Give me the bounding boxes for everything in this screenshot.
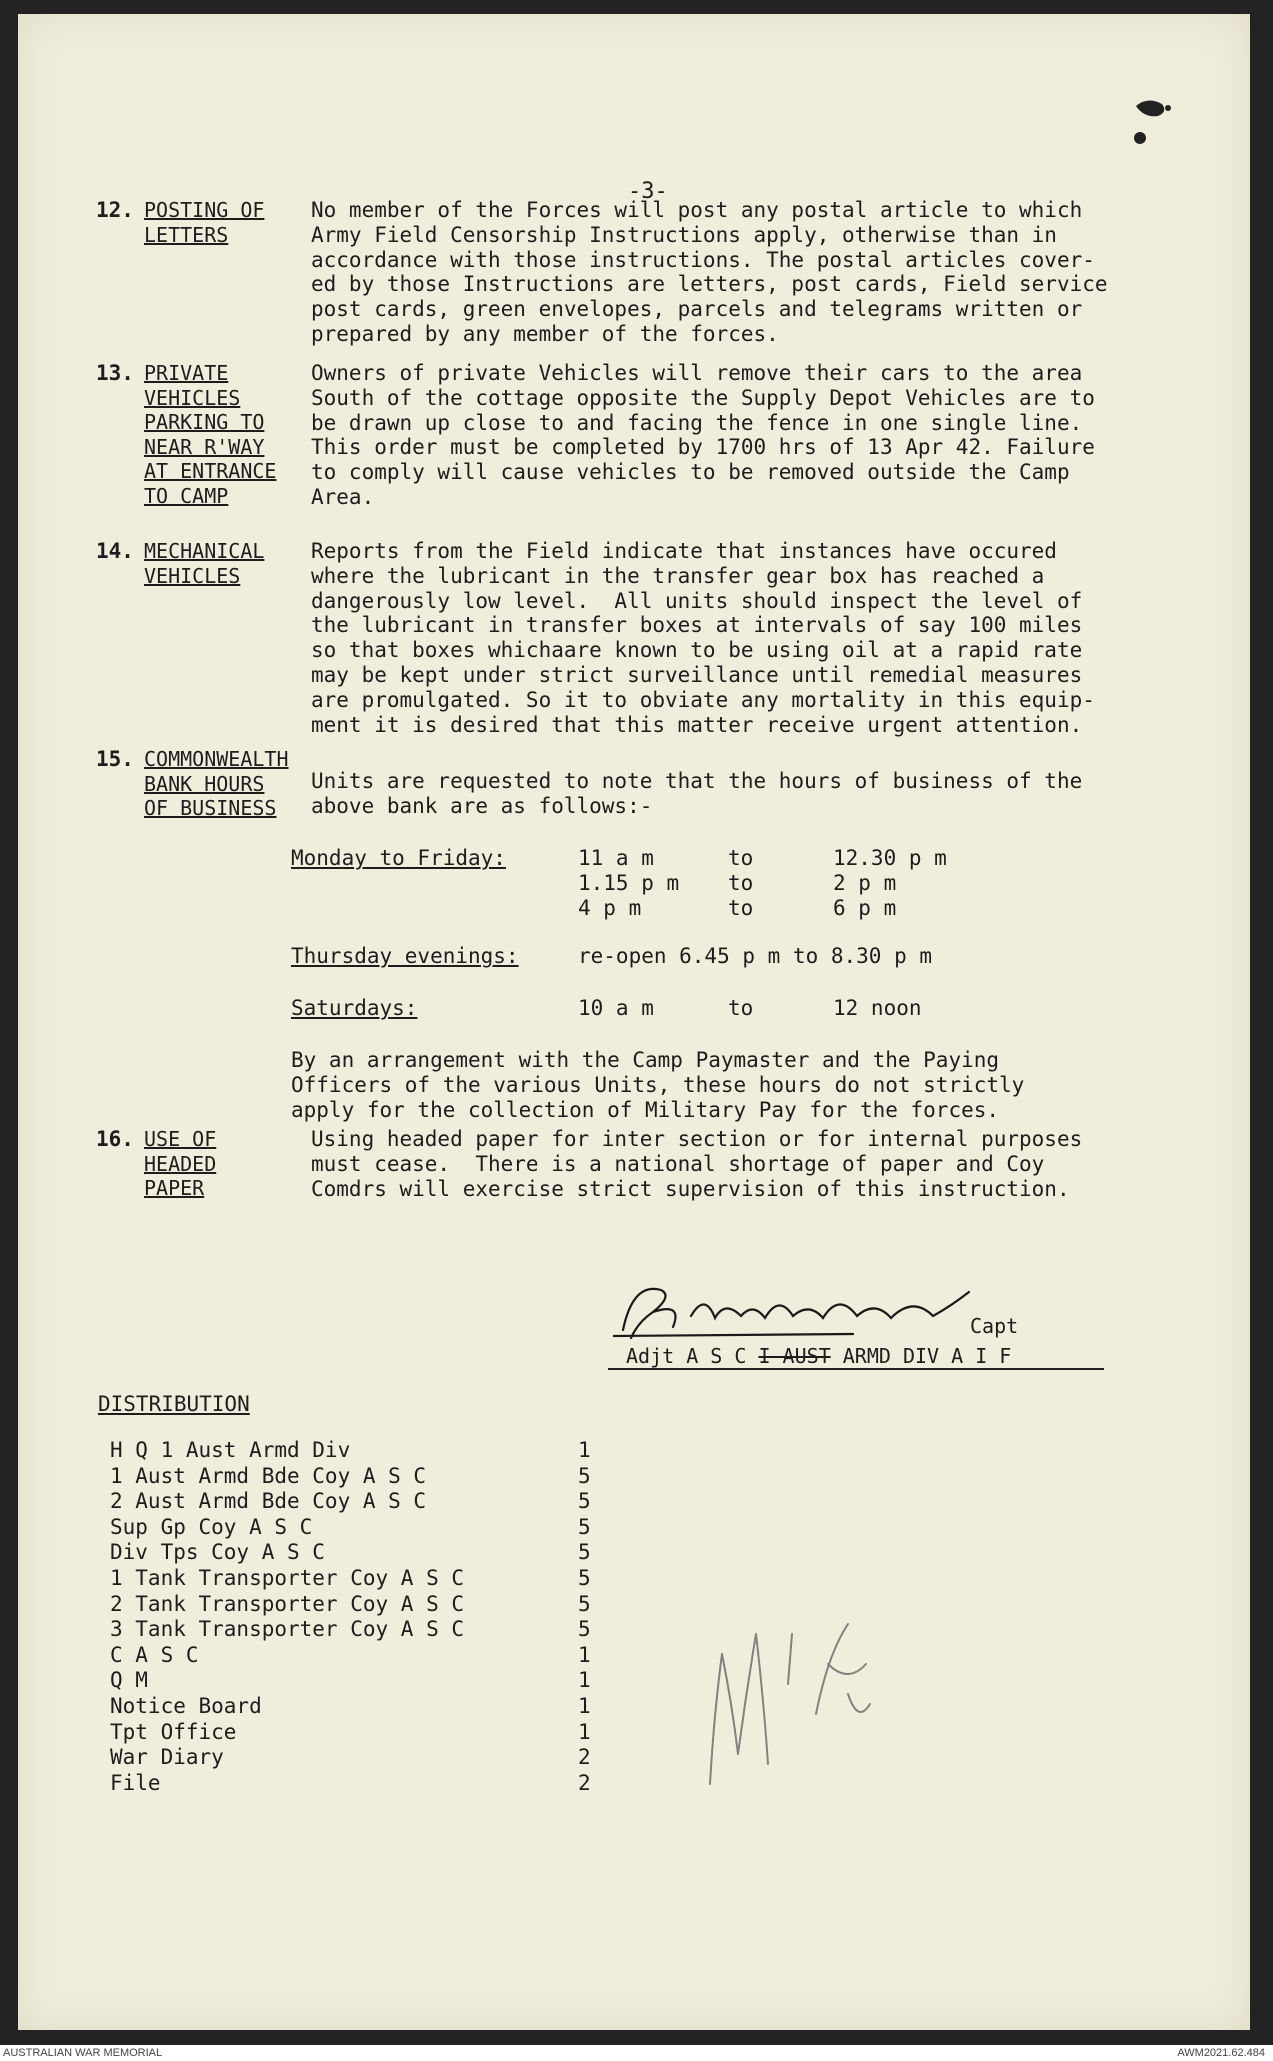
distribution-unit: War Diary <box>110 1745 224 1770</box>
section-heading <box>144 1127 306 1201</box>
heading-line: BANK HOURS <box>144 771 265 796</box>
section-heading <box>144 539 306 588</box>
hours-from: 4 p m <box>578 896 642 920</box>
hours-from: 10 a m <box>578 996 654 1020</box>
distribution-unit: 3 Tank Transporter Coy A S C <box>110 1617 465 1642</box>
section-number: 12. <box>96 198 134 222</box>
hours-to: 6 p m <box>833 896 897 920</box>
heading-line: NEAR R'WAY <box>144 434 265 459</box>
signature-title <box>626 1344 1011 1368</box>
archive-footer <box>0 2045 1273 2061</box>
document-page <box>18 14 1250 2030</box>
hours-sep: to <box>728 896 754 920</box>
distribution-unit: 2 Aust Armd Bde Coy A S C <box>110 1489 427 1514</box>
hours-from: 11 a m <box>578 846 654 870</box>
distribution-unit: File <box>110 1770 161 1795</box>
signature-underline <box>608 1368 1104 1370</box>
section-body: Owners of private Vehicles will remove their cars to the area South of the cottage opposite the Supply Depot Vehicles are to be drawn up close to and facing the fence in one single line. This order must be completed by 1700 hrs of 13 Apr 42. Failure to comply will cause vehicles to be removed outside the Camp Area. <box>311 361 1095 509</box>
distribution-qty: 5 <box>578 1489 591 1514</box>
section-heading <box>144 198 306 247</box>
hours-to: 2 p m <box>833 871 897 895</box>
distribution-qty: 5 <box>578 1591 591 1616</box>
footer-left: AUSTRALIAN WAR MEMORIAL <box>3 2047 163 2059</box>
heading-line: VEHICLES <box>144 563 241 588</box>
section-number: 14. <box>96 539 134 563</box>
distribution-qty: 5 <box>578 1463 591 1488</box>
distribution-unit: Tpt Office <box>110 1719 237 1744</box>
distribution-qty: 1 <box>578 1668 591 1693</box>
distribution-unit: 1 Aust Armd Bde Coy A S C <box>110 1463 427 1488</box>
distribution-qty: 5 <box>578 1617 591 1642</box>
section-number: 15. <box>96 747 134 771</box>
heading-line: MECHANICAL <box>144 539 265 563</box>
section-body: Units are requested to note that the hours of business of the above bank are as follows:- <box>311 769 1083 818</box>
distribution-unit: C A S C <box>110 1642 199 1667</box>
hours-sep: to <box>728 871 754 895</box>
distribution-qty: 2 <box>578 1770 591 1795</box>
section-13 <box>96 361 1256 521</box>
distribution-qty: 2 <box>578 1745 591 1770</box>
section-heading <box>144 747 306 821</box>
page-number: -3- <box>628 179 668 204</box>
distribution-unit: Div Tps Coy A S C <box>110 1540 325 1565</box>
distribution-unit: 1 Tank Transporter Coy A S C <box>110 1566 465 1590</box>
section-number: 16. <box>96 1127 134 1151</box>
saturday-label: Saturdays: <box>291 996 418 1020</box>
section-12 <box>96 198 1256 358</box>
heading-line: COMMONWEALTH <box>144 747 289 771</box>
hours-to: 12 noon <box>833 996 922 1020</box>
distribution-qty: 5 <box>578 1514 591 1539</box>
title-text: Adjt A S C <box>626 1344 759 1368</box>
heading-line: LETTERS <box>144 222 229 247</box>
distribution-qty: 1 <box>578 1694 591 1718</box>
heading-line: TO CAMP <box>144 483 229 508</box>
section-15 <box>96 747 1256 827</box>
distribution-unit: Sup Gp Coy A S C <box>110 1514 313 1539</box>
section-body: Reports from the Field indicate that instances have occured where the lubricant in the transfer gear box has reached a dangerously low level. All units should inspect the level of the lubricant in transfer boxes at intervals of say 100 miles so that boxes whichaare known to be using oil at a rapid rate may be kept under strict surveillance until remedial measures are promulgated. So it to obviate any mortality in this equip- ment it is desired that this matter receive urgent attention. <box>311 539 1095 737</box>
bank-hours-note: By an arrangement with the Camp Paymaster and the Paying Officers of the various Units, these hours do not strictly apply for the collection of Military Pay for the forces. <box>291 1048 1025 1122</box>
heading-line: PRIVATE <box>144 361 229 385</box>
heading-line: USE OF <box>144 1127 217 1151</box>
ink-stain-mark <box>1128 94 1188 164</box>
distribution-unit: 2 Tank Transporter Coy A S C <box>110 1591 465 1616</box>
pencil-annotation <box>698 1594 878 1794</box>
distribution-qty: 1 <box>578 1719 591 1744</box>
signature-rank: Capt <box>970 1314 1019 1338</box>
distribution-unit: Q M <box>110 1668 148 1693</box>
thursday-value: re-open 6.45 p m to 8.30 p m <box>578 944 933 968</box>
heading-line: PAPER <box>144 1176 205 1200</box>
section-body: No member of the Forces will post any postal article to which Army Field Censorship Instructions apply, otherwise than in accordance with those instructions. The postal articles cover- ed by those Instructions are letters, post cards, Field service post cards, green envelopes, parcels and telegrams written or prepared by any member of the forces. <box>311 198 1108 346</box>
distribution-qty: 5 <box>578 1566 591 1590</box>
distribution-qty: 1 <box>578 1438 591 1462</box>
distribution-qty: 1 <box>578 1642 591 1667</box>
heading-line: OF BUSINESS <box>144 796 277 820</box>
handwritten-signature <box>613 1272 1053 1352</box>
distribution-qty: 5 <box>578 1540 591 1565</box>
section-body: Using headed paper for inter section or for internal purposes must cease. There is a national shortage of paper and Coy Comdrs will exercise strict supervision of this instruction. <box>311 1127 1083 1201</box>
heading-line: VEHICLES <box>144 385 241 410</box>
hours-sep: to <box>728 996 754 1020</box>
section-number: 13. <box>96 361 134 385</box>
section-16 <box>96 1127 1256 1207</box>
footer-right: AWM2021.62.484 <box>1177 2047 1265 2059</box>
section-14 <box>96 539 1256 749</box>
section-heading <box>144 361 306 508</box>
hours-to: 12.30 p m <box>833 846 947 870</box>
title-struck-text: I AUST <box>758 1344 831 1368</box>
distribution-title: DISTRIBUTION <box>98 1392 250 1416</box>
hours-sep: to <box>728 846 754 870</box>
pencil-annotation-text: M 1/2 <box>698 1594 702 1595</box>
thursday-label: Thursday evenings: <box>291 944 519 968</box>
heading-line: AT ENTRANCE <box>144 459 277 483</box>
distribution-unit: Notice Board <box>110 1694 262 1718</box>
heading-line: POSTING OF <box>144 198 265 222</box>
monday-label: Monday to Friday: <box>291 846 506 870</box>
heading-line: PARKING TO <box>144 410 265 434</box>
heading-line: HEADED <box>144 1151 217 1176</box>
title-text: ARMD DIV A I F <box>830 1344 1012 1368</box>
distribution-unit: H Q 1 Aust Armd Div <box>110 1438 351 1462</box>
hours-from: 1.15 p m <box>578 871 680 895</box>
